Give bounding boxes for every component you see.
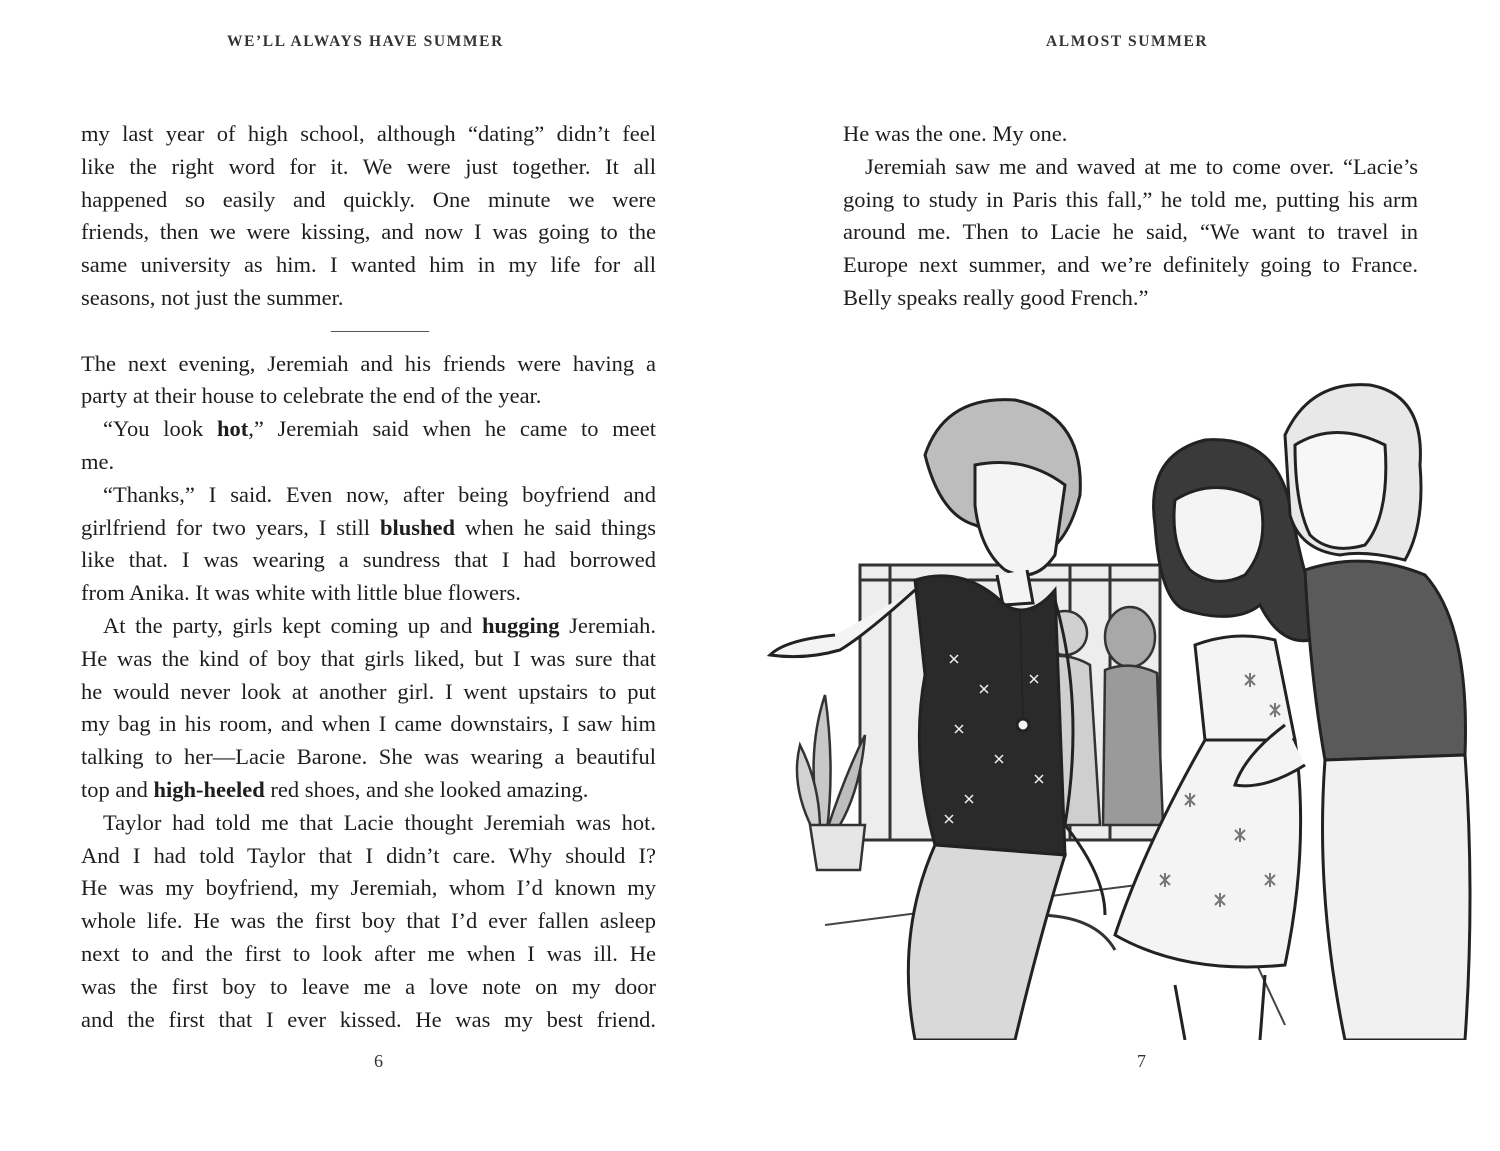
text-line: He was my boyfriend, my Jeremiah, whom I’d known my [81,875,656,901]
text-line: going to study in Paris this fall,” he told me, putting his arm [843,186,1418,212]
bold-vocab-word: hot [216,416,249,442]
text-line: me. [81,448,115,474]
text-line: He was the kind of boy that girls liked, but I was sure that [81,645,656,671]
bold-vocab-word: blushed [379,514,456,540]
text-run: At the party, girls kept coming up and [103,612,482,638]
text-line: seasons, not just the summer. [81,284,344,310]
text-line: friends, then we were kissing, and now I was going to the [81,219,656,245]
text-run: top and [81,776,154,802]
potted-plant [797,695,865,870]
text-run: girlfriend for two years, I still [81,514,380,540]
text-line: my last year of high school, although “dating” didn’t feel [81,121,656,146]
right-body-text [843,118,1418,315]
text-line: And I had told Taylor that I didn’t care. Why should I? [81,842,656,868]
text-line: same university as him. I wanted him in my life for all [81,252,656,278]
text-run: when he said things [455,514,656,540]
illustration-drawing [765,375,1475,1040]
text-line: from Anika. It was white with little blue flowers. [81,580,521,606]
left-page-number: 6 [374,1051,383,1071]
left-running-head: WE’LL ALWAYS HAVE SUMMER [227,33,504,50]
text-line [81,512,656,545]
text-line: was the first boy to leave me a love note on my door [81,973,656,999]
text-line: “Thanks,” I said. Even now, after being boyfriend and [103,481,656,507]
right-running-head: ALMOST SUMMER [1046,33,1209,50]
text-line [81,610,656,643]
text-line: whole life. He was the first boy that I’d ever fallen asleep [81,908,656,934]
right-page [750,0,1500,1151]
text-line: and the first that I ever kissed. He was my best friend. [81,1006,656,1032]
text-line: around me. Then to Lacie he said, “We want to travel in [843,219,1418,245]
scene-break-spacer [81,315,656,348]
text-line: like the right word for it. We were just together. It all [81,153,656,179]
text-line: Jeremiah saw me and waved at me to come over. “Lacie’s [865,153,1418,179]
text-line: happened so easily and quickly. One minute we were [81,186,656,212]
scene-break-rule [331,331,429,332]
text-run: Jeremiah. [559,612,656,638]
illustration-icon [765,375,1475,1040]
text-line [81,774,656,807]
text-line: like that. I was wearing a sundress that I had borrowed [81,547,656,573]
text-line [81,413,656,446]
left-body-text [81,118,656,1036]
text-line: The next evening, Jeremiah and his friends were having a [81,350,656,376]
text-line: next to and the first to look after me when I was ill. He [81,940,656,966]
text-line: party at their house to celebrate the end of the year. [81,383,542,409]
bold-vocab-word: high-heeled [153,776,265,802]
text-line: he would never look at another girl. I went upstairs to put [81,678,656,704]
right-page-number: 7 [1137,1051,1146,1071]
text-line: talking to her—Lacie Barone. She was wearing a beautiful [81,744,656,770]
bold-vocab-word: hugging [481,612,560,638]
text-line: He was the one. My one. [843,121,1068,146]
text-run: “You look [103,416,217,442]
text-line: Taylor had told me that Lacie thought Jeremiah was hot. [103,809,656,835]
text-run: red shoes, and she looked amazing. [264,776,589,802]
text-line: my bag in his room, and when I came downstairs, I saw him [81,711,656,737]
text-run: ,” Jeremiah said when he came to meet [248,416,656,442]
text-line: Belly speaks really good French.” [843,284,1149,310]
text-line: Europe next summer, and we’re definitely going to France. [843,252,1418,278]
